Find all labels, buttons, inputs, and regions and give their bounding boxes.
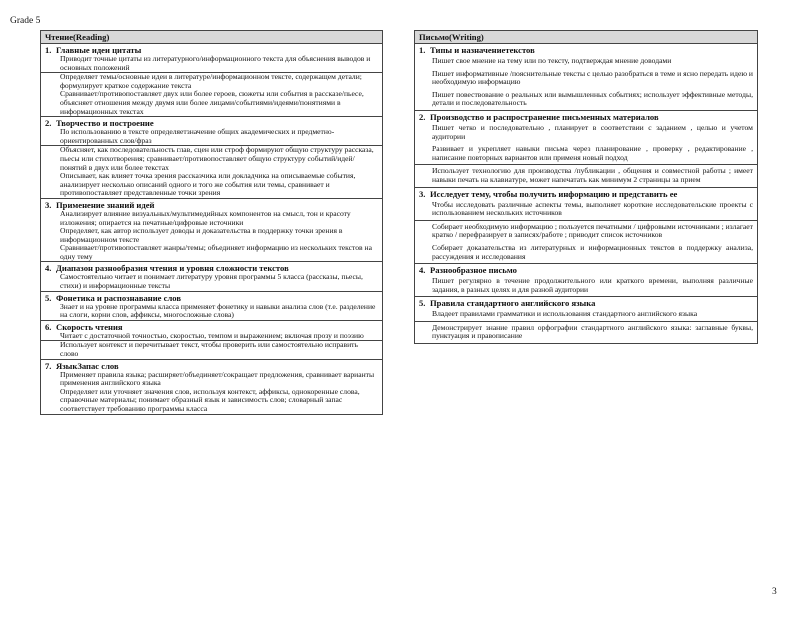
outcome-item: Применяет правила языка; расширяет/объединяет/сокращает предложения, сравнивает варианты применения английского языка: [60, 369, 375, 388]
outcome-item: Пишет повествование о реальных или вымышленных событиях; использует эффективные методы, детали и последовательность: [432, 89, 753, 108]
outcome-item: Собирает необходимую информацию ; пользуется печатными / цифровыми источниками ; излагает кратко / перефразирует в записях/работе ; приводит список источников: [415, 220, 757, 242]
outcome-item: Чтобы исследовать различные аспекты темы, выполняет короткие исследовательские проекты с использованием нескольких источников: [432, 199, 753, 218]
writing-table: [414, 30, 758, 344]
section-title: [415, 264, 757, 275]
section-title-text: Скорость чтения: [56, 321, 123, 332]
writing-header: Письмо(Writing): [415, 31, 757, 44]
section-number: 7.: [45, 360, 52, 371]
section-number: 3.: [419, 188, 426, 199]
section-title: [415, 111, 757, 122]
outcome-item: Приводит точные цитаты из литературного/информационного текста для объяснения выводов и основных положений: [60, 54, 371, 72]
section-title-text: Разнообразное письмо: [430, 265, 517, 276]
section-title-text: Применение знаний идей: [56, 199, 155, 210]
outcome-item: Сравнивает/противопоставляет жанры/темы; объединяет информацию из нескольких текстов на одну тему: [60, 243, 372, 261]
reading-section: [41, 198, 382, 262]
reading-section: [41, 116, 382, 198]
outcome-item: Пишет регулярно в течение продолжительного или краткого времени, выполняя различные задания, в разных целях и для разной аудитории: [432, 276, 753, 294]
section-title-text: Исследует тему, чтобы получить информацию и представить ее: [430, 188, 678, 199]
section-title-text: Диапазон разнообразия чтения и уровня сложности текстов: [56, 263, 289, 274]
section-number: 2.: [419, 111, 426, 122]
section-title-text: Главные идеи цитаты: [56, 45, 142, 55]
outcome-item: Определяет темы/основные идеи в литературе/информационном тексте, содержащем детали; формулирует краткое содержание текста: [41, 72, 382, 90]
outcome-item: По использованию в тексте определяетзначение общих академических и предметно-ориентированных слов/фраз: [60, 127, 335, 145]
outcome-item: Самостоятельно читает и понимает литературу уровня программы 5 класса (рассказы, пьесы, стихи) и информационные тексты: [60, 272, 363, 291]
outcome-item: Анализирует влияние визуальных/мультимедийных компонентов на смысл, тон и красоту изложения; опирается на печатные/цифровые источники: [60, 208, 351, 227]
outcome-item: Определяет, как автор использует доводы и доказательства в поддержку точки зрения в информационном тексте: [60, 226, 343, 244]
writing-section: [415, 44, 757, 110]
reading-section: [41, 359, 382, 414]
section-title: [41, 360, 382, 371]
outcome-item: Сравнивает/противопоставляет двух или более героев, сюжеты или события в рассказе/пьесе, объясняет отношения между двумя или более лицами/событиями/идеями/понятиями в информационных текстах: [60, 89, 364, 116]
reading-section: [41, 291, 382, 320]
writing-section: [415, 110, 757, 187]
writing-section: [415, 263, 757, 296]
outcome-item: Демонстрирует знание правил орфографии стандартного английского языка: заглавные буквы, пунктуация и правописание: [415, 321, 757, 343]
section-title: [415, 188, 757, 199]
writing-section: [415, 296, 757, 343]
section-number: 6.: [45, 321, 52, 332]
reading-sections: [41, 44, 382, 414]
outcome-item: Пишет четко и последовательно , планирует в соответствии с заданием , целью и учетом аудитории: [432, 122, 753, 141]
outcome-item: Читает с достаточной точностью, скоростью, темпом и выражением; включая прозу и поэзию: [60, 330, 364, 340]
outcome-item: Знает и на уровне программы класса применяет фонетику и навыки анализа слов (т.е. разделение на слоги, корни слов, аффиксы, многосложные слова): [60, 301, 376, 320]
section-title-text: Фонетика и распознавание слов: [56, 292, 181, 303]
outcome-item: Пишет информативные /пояснительные тексты с целью разобраться в теме и ясно передать идею и необходимую информацию: [432, 68, 753, 87]
outcome-item: Определяет или уточняет значения слов, используя контекст, аффиксы, однокоренные слова, справочные материалы; понимает образный язык и зависимость слов; словарный запас соответствует требованию программы класса: [60, 386, 360, 413]
section-title-text: Правила стандартного английского языка: [430, 298, 596, 309]
writing-section: [415, 187, 757, 264]
outcome-item: Развивает и укрепляет навыки письма через планирование , проверку , редактирование , написание повторных вариантов или применя новый подход: [432, 144, 753, 162]
section-number: 1.: [419, 45, 426, 55]
section-title-text: Творчество и построение: [56, 118, 154, 129]
outcome-item: Использует технологию для производства /публикации , общения и совместной работы ; имеет навыки печать на клавиатуре, может напечатать как минимум 2 страницы за прием: [415, 164, 757, 186]
reading-table: [40, 30, 383, 415]
reading-section: [41, 261, 382, 290]
section-number: 2.: [45, 118, 52, 129]
section-number: 4.: [45, 263, 52, 274]
section-title-text: Производство и распространение письменных материалов: [430, 111, 659, 122]
section-number: 5.: [45, 292, 52, 303]
writing-sections: [415, 44, 757, 343]
section-number: 4.: [419, 265, 426, 276]
grade-label: Grade 5: [10, 16, 41, 26]
section-title: [41, 292, 382, 303]
section-number: 1.: [45, 45, 52, 55]
outcome-item: Владеет правилами грамматики и использования стандартного английского языка: [432, 309, 698, 319]
outcome-item: Собирает доказательства из литературных и информационных текстов в поддержку анализа, рассуждения и исследования: [432, 242, 753, 261]
section-title: [415, 44, 757, 55]
reading-section: [41, 320, 382, 359]
reading-section: [41, 44, 382, 116]
outcome-item: Использует контекст и перечитывает текст, чтобы проверить или самостоятельно исправить слово: [41, 340, 382, 358]
outcome-item: Описывает, как влияет точка зрения рассказчика или докладчика на описываемые события, анализирует несколько описаний одного и того же события или темы, сравнивает и противопоставляет представленные точки зрения: [60, 171, 356, 198]
reading-header: Чтение(Reading): [41, 31, 382, 44]
outcome-item: Пишет свое мнение на тему или по тексту, подтверждая мнение доводами: [432, 56, 672, 65]
section-title-text: Типы и назначениетекстов: [430, 45, 535, 55]
section-number: 3.: [45, 199, 52, 210]
page-number: 3: [772, 587, 777, 597]
section-title: [415, 297, 757, 308]
section-title-text: ЯзыкЗапас слов: [56, 360, 119, 371]
section-number: 5.: [419, 298, 426, 309]
outcome-item: Объясняет, как последовательность глав, сцен или строф формируют общую структуру рассказа, пьесы или стихотворения; сравнивает/противопоставляет общую структуру событий/идей/понятий в двух или более текстах: [41, 145, 382, 172]
